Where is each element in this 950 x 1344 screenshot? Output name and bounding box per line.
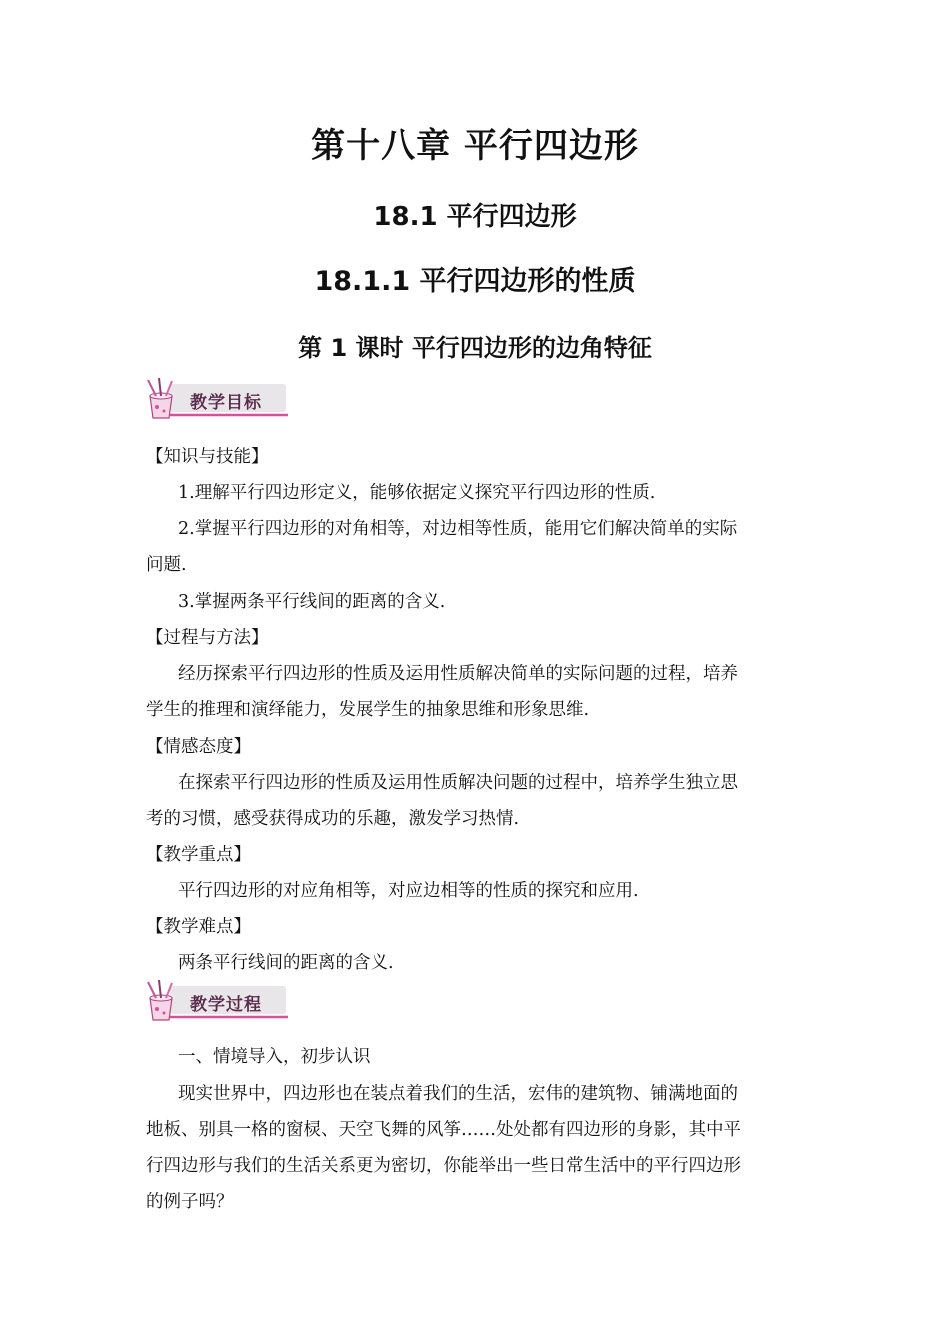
section-title: 18.1 平行四边形 bbox=[373, 202, 577, 232]
difficult-point-heading: 【教学难点】 bbox=[146, 917, 251, 937]
emotion-heading: 【情感态度】 bbox=[146, 737, 251, 757]
process-method-line-1: 经历探索平行四边形的性质及运用性质解决简单的实际问题的过程，培养 bbox=[178, 664, 738, 684]
knowledge-item-1: 1.理解平行四边形定义，能够依据定义探究平行四边形的性质. bbox=[178, 483, 656, 503]
intro-paragraph-line-2: 地板、别具一格的窗棂、天空飞舞的风筝……处处都有四边形的身影，其中平 bbox=[146, 1120, 741, 1140]
knowledge-heading: 【知识与技能】 bbox=[146, 447, 269, 467]
lesson-title: 第 1 课时 平行四边形的边角特征 bbox=[298, 334, 652, 362]
difficult-point-text: 两条平行线间的距离的含义. bbox=[178, 953, 394, 973]
teaching-process-badge bbox=[142, 980, 292, 1024]
badge-label: 教学目标 bbox=[190, 393, 262, 413]
key-point-text: 平行四边形的对应角相等，对应边相等的性质的探究和应用. bbox=[178, 881, 639, 901]
subsection-title: 18.1.1 平行四边形的性质 bbox=[314, 266, 636, 297]
key-point-heading: 【教学重点】 bbox=[146, 845, 251, 865]
emotion-line-2: 考的习惯，感受获得成功的乐趣，激发学习热情. bbox=[146, 809, 520, 829]
chapter-title: 第十八章 平行四边形 bbox=[311, 126, 639, 166]
intro-paragraph-line-3: 行四边形与我们的生活关系更为密切，你能举出一些日常生活中的平行四边形 bbox=[146, 1156, 741, 1176]
badge-label: 教学过程 bbox=[190, 995, 262, 1015]
process-method-line-2: 学生的推理和演绎能力，发展学生的抽象思维和形象思维. bbox=[146, 700, 590, 720]
intro-paragraph-line-1: 现实世界中，四边形也在装点着我们的生活，宏伟的建筑物、铺满地面的 bbox=[178, 1084, 738, 1104]
emotion-line-1: 在探索平行四边形的性质及运用性质解决问题的过程中，培养学生独立思 bbox=[178, 773, 738, 793]
intro-paragraph-line-4: 的例子吗？ bbox=[146, 1192, 234, 1212]
knowledge-item-2-line-1: 2.掌握平行四边形的对角相等，对边相等性质，能用它们解决简单的实际 bbox=[178, 519, 738, 539]
step-1-heading: 一、情境导入，初步认识 bbox=[178, 1047, 371, 1067]
knowledge-item-3: 3.掌握两条平行线间的距离的含义. bbox=[178, 592, 446, 612]
process-method-heading: 【过程与方法】 bbox=[146, 628, 269, 648]
knowledge-item-2-line-2: 问题. bbox=[146, 555, 187, 575]
teaching-goals-badge bbox=[142, 378, 292, 422]
